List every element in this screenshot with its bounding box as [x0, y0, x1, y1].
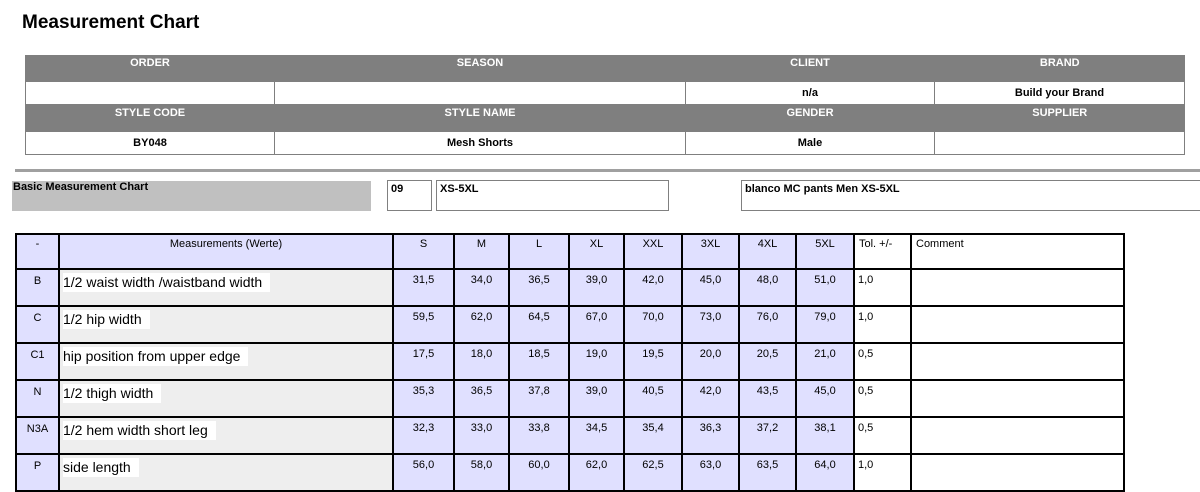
comment-value: [911, 269, 1124, 306]
size-value: 18,0: [454, 343, 509, 380]
header-code: -: [16, 234, 59, 269]
page-title: Measurement Chart: [22, 12, 200, 33]
client-label: CLIENT: [686, 55, 935, 82]
size-value: 19,0: [569, 343, 624, 380]
size-value: 59,5: [393, 306, 454, 343]
basic-code-box: 09: [387, 180, 432, 211]
size-value: 62,0: [569, 454, 624, 491]
header-size-5xl: 5XL: [796, 234, 854, 269]
tolerance-value: 0,5: [854, 380, 911, 417]
measurement-description: 1/2 waist width /waistband width: [63, 273, 270, 292]
comment-value: [911, 343, 1124, 380]
size-value: 35,4: [624, 417, 682, 454]
measurement-header-row: [16, 234, 1124, 269]
table-row: [16, 380, 1124, 417]
measurement-code: C1: [16, 343, 59, 380]
size-value: 17,5: [393, 343, 454, 380]
size-value: 34,0: [454, 269, 509, 306]
tolerance-value: 1,0: [854, 454, 911, 491]
size-value: 63,0: [682, 454, 739, 491]
size-value: 73,0: [682, 306, 739, 343]
style-code-label: STYLE CODE: [26, 105, 275, 132]
measurement-description: 1/2 thigh width: [63, 384, 161, 403]
size-value: 36,5: [454, 380, 509, 417]
tolerance-value: 1,0: [854, 269, 911, 306]
size-value: 64,0: [796, 454, 854, 491]
header-measurements: Measurements (Werte): [59, 234, 393, 269]
measurement-description: 1/2 hem width short leg: [63, 421, 216, 440]
measurement-description-cell: [59, 343, 393, 380]
tolerance-value: 0,5: [854, 417, 911, 454]
style-code-value: BY048: [26, 132, 275, 155]
size-value: 45,0: [682, 269, 739, 306]
header-tolerance: Tol. +/-: [854, 234, 911, 269]
size-value: 42,0: [624, 269, 682, 306]
table-row: [16, 306, 1124, 343]
measurement-code: P: [16, 454, 59, 491]
size-value: 32,3: [393, 417, 454, 454]
size-range-box: XS-5XL: [436, 180, 669, 211]
comment-value: [911, 417, 1124, 454]
size-value: 60,0: [509, 454, 569, 491]
header-size-l: L: [509, 234, 569, 269]
size-value: 64,5: [509, 306, 569, 343]
client-value: n/a: [686, 82, 935, 105]
size-value: 67,0: [569, 306, 624, 343]
chart-description-box: blanco MC pants Men XS-5XL: [741, 180, 1200, 211]
size-value: 62,0: [454, 306, 509, 343]
size-value: 33,8: [509, 417, 569, 454]
size-value: 70,0: [624, 306, 682, 343]
section-divider: [15, 169, 1200, 172]
size-value: 36,5: [509, 269, 569, 306]
table-row: [16, 417, 1124, 454]
size-value: 21,0: [796, 343, 854, 380]
measurement-code: B: [16, 269, 59, 306]
table-row: [16, 454, 1124, 491]
size-value: 36,3: [682, 417, 739, 454]
measurement-description: side length: [63, 458, 139, 477]
size-value: 79,0: [796, 306, 854, 343]
size-value: 45,0: [796, 380, 854, 417]
brand-value: Build your Brand: [935, 82, 1185, 105]
gender-value: Male: [686, 132, 935, 155]
brand-label: BRAND: [935, 55, 1185, 82]
size-value: 33,0: [454, 417, 509, 454]
size-value: 42,0: [682, 380, 739, 417]
basic-chart-label: Basic Measurement Chart: [12, 181, 371, 211]
header-size-4xl: 4XL: [739, 234, 796, 269]
size-value: 18,5: [509, 343, 569, 380]
size-value: 31,5: [393, 269, 454, 306]
comment-value: [911, 380, 1124, 417]
measurement-description: hip position from upper edge: [63, 347, 248, 366]
size-value: 56,0: [393, 454, 454, 491]
order-label: ORDER: [26, 55, 275, 82]
comment-value: [911, 454, 1124, 491]
measurement-description-cell: [59, 269, 393, 306]
comment-value: [911, 306, 1124, 343]
size-value: 48,0: [739, 269, 796, 306]
size-value: 20,0: [682, 343, 739, 380]
season-value: [275, 82, 686, 105]
measurement-description-cell: [59, 417, 393, 454]
size-value: 40,5: [624, 380, 682, 417]
size-value: 19,5: [624, 343, 682, 380]
season-label: SEASON: [275, 55, 686, 82]
size-value: 37,2: [739, 417, 796, 454]
gender-label: GENDER: [686, 105, 935, 132]
header-size-xxl: XXL: [624, 234, 682, 269]
measurement-code: N: [16, 380, 59, 417]
order-info-table: [25, 55, 1185, 155]
style-name-value: Mesh Shorts: [275, 132, 686, 155]
style-name-label: STYLE NAME: [275, 105, 686, 132]
size-value: 43,5: [739, 380, 796, 417]
size-value: 63,5: [739, 454, 796, 491]
supplier-label: SUPPLIER: [935, 105, 1185, 132]
size-value: 58,0: [454, 454, 509, 491]
size-value: 20,5: [739, 343, 796, 380]
measurement-description-cell: [59, 306, 393, 343]
size-value: 38,1: [796, 417, 854, 454]
measurement-description: 1/2 hip width: [63, 310, 150, 329]
size-value: 51,0: [796, 269, 854, 306]
size-value: 39,0: [569, 380, 624, 417]
size-value: 34,5: [569, 417, 624, 454]
supplier-value: [935, 132, 1185, 155]
size-value: 62,5: [624, 454, 682, 491]
size-value: 39,0: [569, 269, 624, 306]
order-value: [26, 82, 275, 105]
table-row: [16, 343, 1124, 380]
measurement-description-cell: [59, 380, 393, 417]
header-size-s: S: [393, 234, 454, 269]
tolerance-value: 0,5: [854, 343, 911, 380]
header-comment: Comment: [911, 234, 1124, 269]
measurement-table: [15, 233, 1125, 492]
measurement-code: N3A: [16, 417, 59, 454]
tolerance-value: 1,0: [854, 306, 911, 343]
measurement-description-cell: [59, 454, 393, 491]
size-value: 76,0: [739, 306, 796, 343]
header-size-m: M: [454, 234, 509, 269]
header-size-xl: XL: [569, 234, 624, 269]
size-value: 37,8: [509, 380, 569, 417]
size-value: 35,3: [393, 380, 454, 417]
table-row: [16, 269, 1124, 306]
header-size-3xl: 3XL: [682, 234, 739, 269]
measurement-code: C: [16, 306, 59, 343]
